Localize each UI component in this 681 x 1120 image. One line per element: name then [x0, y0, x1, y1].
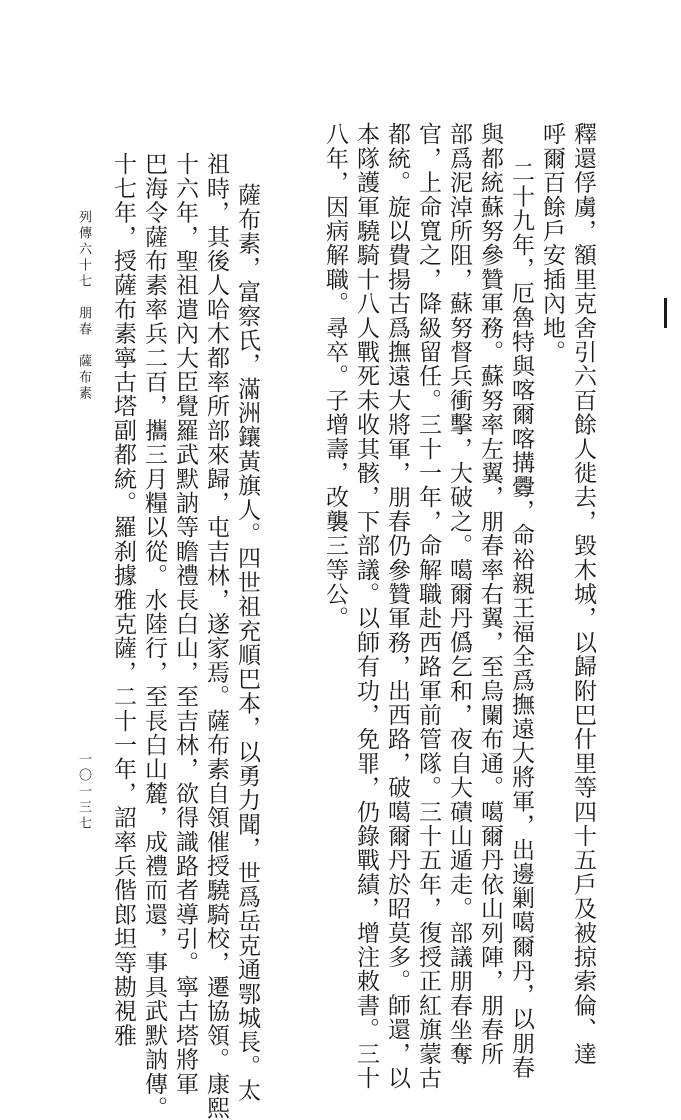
running-head: 列傳六十七 朋春 薩布素 — [76, 210, 91, 402]
text-column-11: 祖時，其後人哈木都率所部來歸，屯吉林，遂家焉。薩布素自領催授驍騎校，遷協領。康熙 — [203, 152, 229, 1120]
text-column-8: 本隊護軍驍騎十八人戰死未收其骸，下部議。以師有功，免罪，仍錄戰績，增注敕書。三十 — [353, 122, 379, 1090]
text-column-10: 薩布素，富察氏，滿洲鑲黃旗人。四世祖充順巴本，以勇力聞，世爲岳克通鄂城長。太 — [234, 183, 260, 1103]
page-number: 一〇一三七 — [76, 752, 91, 832]
text-column-12: 十六年，聖祖遣內大臣覺羅武默訥等瞻禮長白山，至吉林，欲得識路者導引。寧古塔將軍 — [172, 152, 198, 1096]
text-column-6: 官，上命寬之，降級留任。三十一年，命解職赴西路軍前管隊。三十五年，復授正紅旗蒙古 — [415, 122, 441, 1090]
text-column-1: 釋還俘虜，額里克舍引六百餘人徙去，毀木城，以歸附巴什里等四十五戶及被掠索倫、達 — [570, 122, 596, 1066]
text-column-4: 與都統蘇努參贊軍務。蘇努率左翼，朋春率右翼，至烏闌布通。噶爾丹依山列陣，朋春所 — [477, 122, 503, 1066]
text-column-9: 八年，因病解職。尋卒。子增壽，改襲三等公。 — [322, 122, 348, 631]
text-column-3: 二十九年，厄魯特與喀爾喀搆釁，命裕親王福全爲撫遠大將軍，出邊剿噶爾丹，以朋春 — [508, 160, 534, 1080]
text-column-2: 呼爾百餘戶安插內地。 — [539, 122, 565, 364]
text-column-14: 十七年，授薩布素寧古塔副都統。羅刹據雅克薩，二十一年，詔率兵偕郎坦等勘視雅 — [110, 152, 136, 1048]
text-column-7: 都統。旋以費揚古爲撫遠大將軍，朋春仍參贊軍務，出西路，破噶爾丹於昭莫多。師還，以 — [384, 122, 410, 1090]
margin-mark — [664, 298, 667, 328]
text-column-13: 巴海令薩布素率兵二百，攜三月糧以從。水陸行，至長白山麓，成禮而還，事具武默訥傳。 — [141, 152, 167, 1120]
text-column-5: 部爲泥淖所阻，蘇努督兵衝擊，大破之。噶爾丹僞乞和，夜自大磧山遁走。部議朋春坐奪 — [446, 122, 472, 1066]
